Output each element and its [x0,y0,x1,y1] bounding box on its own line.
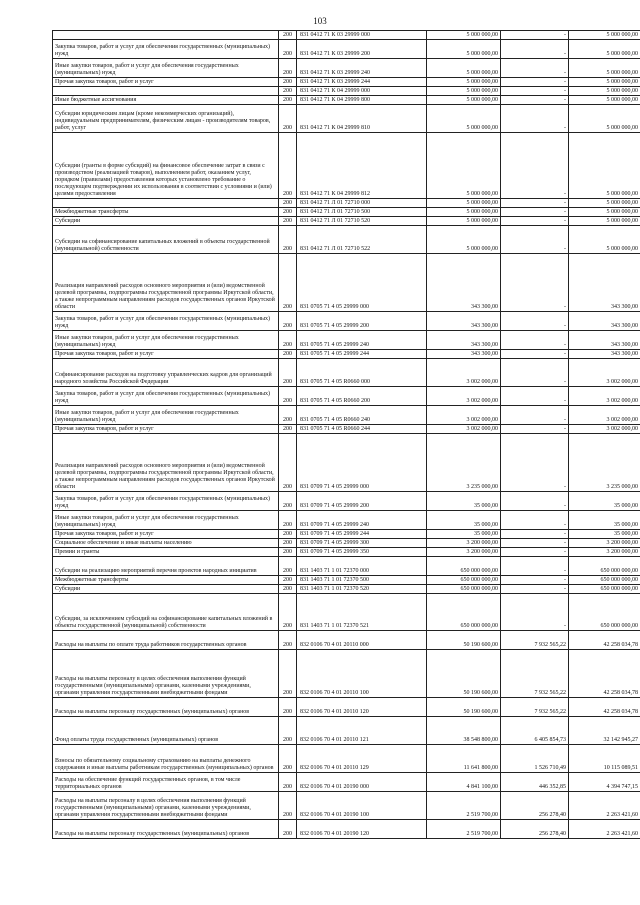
cell-executed: - [501,31,569,40]
cell-approved: 5 000 000,00 [427,217,501,226]
table-row [53,217,640,226]
cell-executed: 6 405 854,73 [501,717,569,745]
cell-expense-code: 832 0106 70 4 01 20190 120 [297,820,427,839]
table-row [53,254,640,312]
cell-expense-code: 831 0709 71 4 05 29999 244 [297,530,427,539]
cell-name: Расходы на выплаты персоналу государственных (муниципальных) органов [53,820,279,839]
cell-approved: 3 235 000,00 [427,434,501,492]
table-row [53,698,640,717]
cell-line-code: 200 [279,530,297,539]
page-number: 103 [313,16,327,26]
cell-expense-code: 831 0705 71 4 05 29999 000 [297,254,427,312]
cell-expense-code: 831 1403 71 1 01 72370 000 [297,557,427,576]
cell-name: Иные закупки товаров, работ и услуг для обеспечения государственных (муниципальных) нужд [53,511,279,530]
cell-executed: - [501,208,569,217]
cell-executed: - [501,425,569,434]
cell-executed: - [501,539,569,548]
cell-name: Расходы на выплаты персоналу государственных (муниципальных) органов [53,698,279,717]
cell-line-code: 200 [279,31,297,40]
cell-executed: - [501,312,569,331]
cell-name: Субсидии на софинансирование капитальных вложений в объекты государственной (муниципальной) собственности [53,226,279,254]
table-row [53,511,640,530]
cell-line-code: 200 [279,576,297,585]
cell-approved: 650 000 000,00 [427,585,501,594]
cell-unexecuted: 3 200 000,00 [569,548,640,557]
cell-unexecuted: 42 258 034,78 [569,631,640,650]
cell-name: Расходы на выплаты персоналу в целях обеспечения выполнения функций государственными (муниципальными) органами, казенными учреждениями, органами управления государственными внебюджетными фондами [53,650,279,698]
cell-name: Иные закупки товаров, работ и услуг для обеспечения государственных (муниципальных) нужд [53,59,279,78]
cell-line-code: 200 [279,717,297,745]
cell-approved: 3 200 000,00 [427,548,501,557]
cell-approved: 3 200 000,00 [427,539,501,548]
table-row [53,820,640,839]
cell-line-code: 200 [279,87,297,96]
cell-name: Закупка товаров, работ и услуг для обеспечения государственных (муниципальных) нужд [53,387,279,406]
cell-expense-code: 831 0709 71 4 05 29999 000 [297,434,427,492]
cell-expense-code: 831 1403 71 1 01 72370 520 [297,585,427,594]
cell-name: Взносы по обязательному социальному страхованию на выплаты денежного содержания и иные выплаты работникам государственных (муниципальных) органов [53,745,279,773]
cell-unexecuted: 343 300,00 [569,350,640,359]
cell-name: Премии и гранты [53,548,279,557]
cell-line-code: 200 [279,773,297,792]
cell-name: Софинансирование расходов на подготовку управленческих кадров для организаций народного хозяйства Российской Федерации [53,359,279,387]
cell-approved: 5 000 000,00 [427,96,501,105]
cell-line-code: 200 [279,539,297,548]
cell-unexecuted: 5 000 000,00 [569,59,640,78]
cell-line-code: 200 [279,745,297,773]
cell-unexecuted: 5 000 000,00 [569,78,640,87]
table-row [53,425,640,434]
cell-unexecuted: 650 000 000,00 [569,576,640,585]
cell-approved: 343 300,00 [427,254,501,312]
cell-expense-code: 831 0709 71 4 05 29999 300 [297,539,427,548]
table-row [53,331,640,350]
cell-approved: 5 000 000,00 [427,40,501,59]
cell-approved: 650 000 000,00 [427,594,501,631]
cell-approved: 5 000 000,00 [427,59,501,78]
cell-expense-code: 831 0412 71 Л 01 72710 520 [297,217,427,226]
cell-executed: - [501,96,569,105]
cell-executed: - [501,254,569,312]
cell-unexecuted: 4 394 747,15 [569,773,640,792]
cell-expense-code: 832 0106 70 4 01 20110 100 [297,650,427,698]
cell-executed: - [501,199,569,208]
cell-line-code: 200 [279,425,297,434]
cell-executed: 7 932 565,22 [501,650,569,698]
table-row [53,650,640,698]
cell-unexecuted: 343 300,00 [569,331,640,350]
cell-line-code: 200 [279,492,297,511]
cell-name: Субсидии [53,217,279,226]
cell-approved: 5 000 000,00 [427,133,501,199]
table-row [53,96,640,105]
table-row [53,59,640,78]
cell-approved: 50 190 600,00 [427,650,501,698]
cell-expense-code: 831 0709 71 4 05 29999 240 [297,511,427,530]
cell-approved: 5 000 000,00 [427,199,501,208]
cell-name: Субсидии [53,585,279,594]
cell-approved: 2 519 700,00 [427,792,501,820]
table-row [53,350,640,359]
cell-unexecuted: 3 002 000,00 [569,387,640,406]
cell-approved: 3 002 000,00 [427,359,501,387]
cell-name [53,199,279,208]
cell-executed: - [501,133,569,199]
cell-executed: - [501,350,569,359]
cell-expense-code: 831 0412 71 К 03 29999 244 [297,78,427,87]
cell-unexecuted: 5 000 000,00 [569,105,640,133]
cell-approved: 343 300,00 [427,312,501,331]
cell-expense-code: 831 0412 71 Л 01 72710 500 [297,208,427,217]
cell-expense-code: 831 0412 71 К 03 29999 000 [297,31,427,40]
table-row [53,557,640,576]
cell-unexecuted: 35 000,00 [569,492,640,511]
table-row [53,594,640,631]
cell-line-code: 200 [279,387,297,406]
cell-unexecuted: 3 002 000,00 [569,425,640,434]
cell-name: Субсидии юридическим лицам (кроме некоммерческих организаций), индивидуальным предпринимателям, физическим лицам - производителям товаров, работ, услуг [53,105,279,133]
cell-line-code: 200 [279,350,297,359]
cell-name: Фонд оплаты труда государственных (муниципальных) органов [53,717,279,745]
cell-name: Прочая закупка товаров, работ и услуг [53,425,279,434]
cell-approved: 5 000 000,00 [427,105,501,133]
cell-approved: 35 000,00 [427,492,501,511]
cell-approved: 35 000,00 [427,511,501,530]
cell-approved: 343 300,00 [427,331,501,350]
cell-expense-code: 832 0106 70 4 01 20110 121 [297,717,427,745]
table-row [53,585,640,594]
cell-executed: - [501,226,569,254]
cell-line-code: 200 [279,585,297,594]
cell-name: Субсидии (гранты в форме субсидий) на финансовое обеспечение затрат в связи с производством (реализацией товаров), выполнением работ, оказанием услуг, порядком (правилами) предоставления которых установлено требование о последующем подтверждении их использования в соответствии с условиями и (или) целями предоставления [53,133,279,199]
cell-line-code: 200 [279,312,297,331]
table-row [53,105,640,133]
cell-line-code: 200 [279,792,297,820]
cell-expense-code: 831 0705 71 4 05 29999 240 [297,331,427,350]
table-row [53,530,640,539]
cell-unexecuted: 5 000 000,00 [569,31,640,40]
table-body [53,31,640,839]
cell-approved: 5 000 000,00 [427,87,501,96]
cell-unexecuted: 42 258 034,78 [569,698,640,717]
cell-executed: - [501,359,569,387]
cell-executed: - [501,387,569,406]
cell-executed: - [501,406,569,425]
cell-executed: 256 278,40 [501,820,569,839]
cell-unexecuted: 3 002 000,00 [569,359,640,387]
cell-unexecuted: 5 000 000,00 [569,217,640,226]
cell-line-code: 200 [279,631,297,650]
cell-approved: 50 190 600,00 [427,631,501,650]
cell-name: Социальное обеспечение и иные выплаты населению [53,539,279,548]
cell-expense-code: 831 0709 71 4 05 29999 350 [297,548,427,557]
cell-unexecuted: 2 263 421,60 [569,820,640,839]
cell-executed: - [501,434,569,492]
cell-line-code: 200 [279,820,297,839]
cell-executed: - [501,40,569,59]
cell-expense-code: 831 0412 71 К 04 29999 812 [297,133,427,199]
cell-executed: - [501,530,569,539]
cell-expense-code: 831 0705 71 4 05 R0660 200 [297,387,427,406]
cell-expense-code: 831 0412 71 К 03 29999 200 [297,40,427,59]
cell-approved: 50 190 600,00 [427,698,501,717]
table-row [53,548,640,557]
cell-name: Расходы на выплаты по оплате труда работников государственных органов [53,631,279,650]
cell-executed: - [501,78,569,87]
cell-expense-code: 831 1403 71 1 01 72370 521 [297,594,427,631]
table-row [53,717,640,745]
cell-name: Прочая закупка товаров, работ и услуг [53,530,279,539]
cell-executed: 256 278,40 [501,792,569,820]
cell-unexecuted: 32 142 945,27 [569,717,640,745]
cell-approved: 11 641 800,00 [427,745,501,773]
cell-name: Иные бюджетные ассигнования [53,96,279,105]
table-row [53,539,640,548]
cell-name [53,31,279,40]
table-row [53,792,640,820]
cell-unexecuted: 650 000 000,00 [569,557,640,576]
cell-line-code: 200 [279,406,297,425]
cell-approved: 650 000 000,00 [427,576,501,585]
cell-line-code: 200 [279,698,297,717]
cell-expense-code: 832 0106 70 4 01 20110 129 [297,745,427,773]
cell-expense-code: 831 0412 71 Л 01 72710 522 [297,226,427,254]
cell-name: Закупка товаров, работ и услуг для обеспечения государственных (муниципальных) нужд [53,40,279,59]
cell-expense-code: 832 0106 70 4 01 20190 000 [297,773,427,792]
cell-approved: 5 000 000,00 [427,208,501,217]
table-row [53,745,640,773]
cell-executed: - [501,511,569,530]
table-row [53,576,640,585]
table-row [53,199,640,208]
cell-executed: 1 526 710,49 [501,745,569,773]
cell-name: Прочая закупка товаров, работ и услуг [53,350,279,359]
table-row [53,226,640,254]
table-row [53,78,640,87]
cell-expense-code: 832 0106 70 4 01 20190 100 [297,792,427,820]
cell-line-code: 200 [279,650,297,698]
cell-line-code: 200 [279,217,297,226]
table-row [53,31,640,40]
cell-unexecuted: 42 258 034,78 [569,650,640,698]
cell-unexecuted: 3 002 000,00 [569,406,640,425]
cell-name: Межбюджетные трансферты [53,208,279,217]
cell-executed: - [501,585,569,594]
budget-table [52,30,640,839]
cell-unexecuted: 650 000 000,00 [569,585,640,594]
cell-line-code: 200 [279,78,297,87]
cell-name: Расходы на выплаты персоналу в целях обеспечения выполнения функций государственными (муниципальными) органами, казенными учреждениями, органами управления государственными внебюджетными фондами [53,792,279,820]
cell-name: Субсидии на реализацию мероприятий перечня проектов народных инициатив [53,557,279,576]
cell-name [53,87,279,96]
cell-approved: 2 519 700,00 [427,820,501,839]
cell-executed: 7 932 565,22 [501,698,569,717]
cell-unexecuted: 5 000 000,00 [569,40,640,59]
cell-line-code: 200 [279,226,297,254]
cell-line-code: 200 [279,199,297,208]
table-row [53,773,640,792]
cell-name: Закупка товаров, работ и услуг для обеспечения государственных (муниципальных) нужд [53,312,279,331]
cell-name: Расходы на обеспечение функций государственных органов, в том числе территориальных органов [53,773,279,792]
table-row [53,312,640,331]
cell-name: Иные закупки товаров, работ и услуг для обеспечения государственных (муниципальных) нужд [53,331,279,350]
cell-expense-code: 831 0412 71 Л 01 72710 000 [297,199,427,208]
cell-executed: - [501,105,569,133]
cell-line-code: 200 [279,208,297,217]
cell-line-code: 200 [279,557,297,576]
cell-line-code: 200 [279,96,297,105]
cell-expense-code: 831 0705 71 4 05 29999 200 [297,312,427,331]
cell-expense-code: 831 0412 71 К 04 29999 000 [297,87,427,96]
cell-approved: 343 300,00 [427,350,501,359]
cell-name: Закупка товаров, работ и услуг для обеспечения государственных (муниципальных) нужд [53,492,279,511]
cell-executed: - [501,87,569,96]
cell-expense-code: 831 0705 71 4 05 29999 244 [297,350,427,359]
cell-expense-code: 831 1403 71 1 01 72370 500 [297,576,427,585]
cell-line-code: 200 [279,59,297,78]
cell-expense-code: 831 0412 71 К 04 29999 800 [297,96,427,105]
cell-unexecuted: 650 000 000,00 [569,594,640,631]
cell-executed: - [501,59,569,78]
cell-line-code: 200 [279,40,297,59]
cell-expense-code: 832 0106 70 4 01 20110 000 [297,631,427,650]
cell-expense-code: 831 0709 71 4 05 29999 200 [297,492,427,511]
cell-executed: - [501,594,569,631]
cell-line-code: 200 [279,359,297,387]
cell-name: Иные закупки товаров, работ и услуг для обеспечения государственных (муниципальных) нужд [53,406,279,425]
cell-unexecuted: 2 263 421,60 [569,792,640,820]
cell-expense-code: 832 0106 70 4 01 20110 120 [297,698,427,717]
cell-unexecuted: 10 115 089,51 [569,745,640,773]
cell-approved: 5 000 000,00 [427,78,501,87]
cell-approved: 4 841 100,00 [427,773,501,792]
cell-approved: 3 002 000,00 [427,406,501,425]
cell-unexecuted: 5 000 000,00 [569,208,640,217]
cell-name: Субсидии, за исключением субсидий на софинансирование капитальных вложений в объекты государственной (муниципальной) собственности [53,594,279,631]
table-row [53,87,640,96]
cell-name: Межбюджетные трансферты [53,576,279,585]
cell-name: Реализация направлений расходов основного мероприятия и (или) ведомственной целевой программы, подпрограммы государственной программы Иркутской области, а также непрограммным направлениям расходов государственных органов Иркутской области [53,254,279,312]
cell-approved: 650 000 000,00 [427,557,501,576]
table-row [53,133,640,199]
cell-executed: - [501,557,569,576]
cell-expense-code: 831 0412 71 К 03 29999 240 [297,59,427,78]
cell-expense-code: 831 0412 71 К 04 29999 810 [297,105,427,133]
cell-line-code: 200 [279,548,297,557]
cell-executed: 7 932 565,22 [501,631,569,650]
cell-executed: - [501,576,569,585]
cell-unexecuted: 343 300,00 [569,254,640,312]
cell-unexecuted: 5 000 000,00 [569,87,640,96]
table-row [53,406,640,425]
cell-executed: - [501,548,569,557]
cell-line-code: 200 [279,133,297,199]
table-row [53,359,640,387]
cell-unexecuted: 5 000 000,00 [569,199,640,208]
cell-expense-code: 831 0705 71 4 05 R0660 000 [297,359,427,387]
cell-expense-code: 831 0705 71 4 05 R0660 244 [297,425,427,434]
cell-executed: 446 352,85 [501,773,569,792]
table-row [53,434,640,492]
cell-expense-code: 831 0705 71 4 05 R0660 240 [297,406,427,425]
cell-executed: - [501,217,569,226]
table-row [53,631,640,650]
cell-line-code: 200 [279,254,297,312]
cell-unexecuted: 5 000 000,00 [569,96,640,105]
table-row [53,40,640,59]
cell-line-code: 200 [279,511,297,530]
cell-unexecuted: 3 235 000,00 [569,434,640,492]
cell-line-code: 200 [279,331,297,350]
cell-approved: 3 002 000,00 [427,425,501,434]
cell-line-code: 200 [279,594,297,631]
cell-unexecuted: 35 000,00 [569,511,640,530]
cell-approved: 5 000 000,00 [427,31,501,40]
cell-unexecuted: 35 000,00 [569,530,640,539]
table-row [53,387,640,406]
cell-name: Реализация направлений расходов основного мероприятия и (или) ведомственной целевой программы, подпрограммы государственной программы Иркутской области, а также непрограммным направлениям расходов государственных органов Иркутской области [53,434,279,492]
cell-unexecuted: 3 200 000,00 [569,539,640,548]
table-row [53,492,640,511]
cell-approved: 35 000,00 [427,530,501,539]
cell-name: Прочая закупка товаров, работ и услуг [53,78,279,87]
cell-unexecuted: 5 000 000,00 [569,226,640,254]
cell-approved: 3 002 000,00 [427,387,501,406]
cell-unexecuted: 343 300,00 [569,312,640,331]
cell-unexecuted: 5 000 000,00 [569,133,640,199]
table-row [53,208,640,217]
cell-executed: - [501,492,569,511]
cell-line-code: 200 [279,434,297,492]
cell-approved: 38 548 800,00 [427,717,501,745]
cell-approved: 5 000 000,00 [427,226,501,254]
cell-line-code: 200 [279,105,297,133]
cell-executed: - [501,331,569,350]
